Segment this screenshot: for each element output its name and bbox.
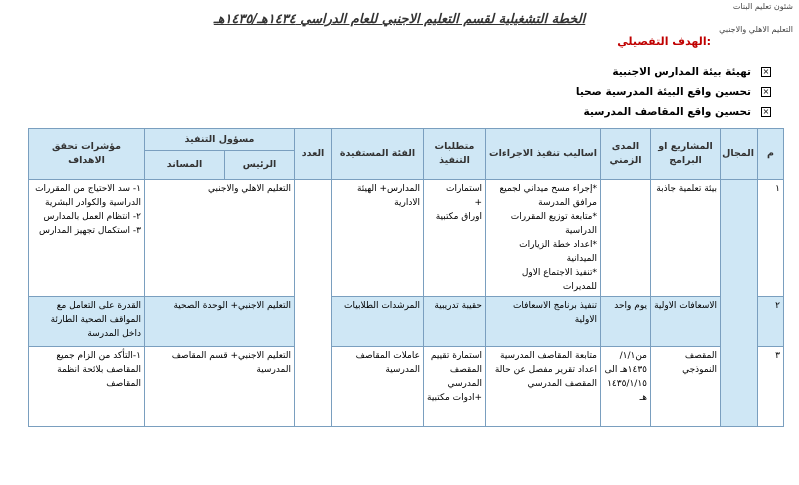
goal-item <box>576 82 771 102</box>
header-num: م <box>758 129 784 180</box>
cell-requirements: استمارات + اوراق مكتبية <box>424 180 486 297</box>
goal-item <box>576 102 771 122</box>
cell-head-resp: التعليم الاجنبي+ الوحدة الصحية <box>145 297 295 347</box>
cell-indicators: ١- سد الاحتياج من المقررات الدراسية والكوادر البشرية ٢- انتظام العمل بالمدارس ٣- استكمال تجهيز المدارس <box>29 180 145 297</box>
table-row <box>29 347 784 427</box>
cell-duration: يوم واحد <box>601 297 651 347</box>
cell-requirements: استمارة تقييم المقصف المدرسي +ادوات مكتبية <box>424 347 486 427</box>
cell-num: ٢ <box>758 297 784 347</box>
cell-methods: متابعة المقاصف المدرسية اعداد تقرير مفصل عن حالة المقصف المدرسي <box>486 347 601 427</box>
header-methods: اساليب تنفيذ الاجراءات <box>486 129 601 180</box>
table-row <box>29 180 784 297</box>
table-row <box>29 297 784 347</box>
cell-requirements: حقيبة تدريبية <box>424 297 486 347</box>
cell-project: الاسعافات الاولية <box>651 297 721 347</box>
goal-item <box>576 62 771 82</box>
header-responsible: مسؤول التنفيذ <box>145 129 295 151</box>
goal-label: تهيئة بيئة المدارس الاجنبية <box>612 66 751 78</box>
goals-list <box>576 62 771 122</box>
goal-label: تحسين واقع المقاصف المدرسية <box>583 106 751 118</box>
cell-num: ١ <box>758 180 784 297</box>
cell-duration <box>601 180 651 297</box>
header-head: الرئيس <box>225 151 295 180</box>
checkbox-icon: × <box>762 107 770 116</box>
header-domain: المجال <box>721 129 758 180</box>
header-indicators: مؤشرات تحقق الاهداف <box>29 129 145 180</box>
plan-table <box>28 128 784 427</box>
page-title: الخطة التشغيلية لقسم التعليم الاجنبي للعام الدراسي ١٤٣٤هـ/١٤٣٥هـ <box>213 12 586 27</box>
cell-project: المقصف النموذجي <box>651 347 721 427</box>
cell-indicators: القدرة على التعامل مع المواقف الصحية الطارئة داخل المدرسة <box>29 297 145 347</box>
cell-count <box>295 180 332 427</box>
cell-target: المدارس+ الهيئة الادارية <box>332 180 424 297</box>
header-target: الفئة المستفيدة <box>332 129 424 180</box>
header-count: العدد <box>295 129 332 180</box>
org-line-1: شئون تعليم البنات <box>732 2 793 11</box>
cell-domain <box>721 180 758 427</box>
header-assistant: المساند <box>145 151 225 180</box>
cell-target: المرشدات الطلابيات <box>332 297 424 347</box>
cell-head-resp: التعليم الاجنبي+ قسم المقاصف المدرسية <box>145 347 295 427</box>
checkbox-icon: × <box>762 87 770 96</box>
cell-duration: من١/١/ ١٤٣٥هـ الى ١٤٣٥/١/١٥ هـ <box>601 347 651 427</box>
cell-target: عاملات المقاصف المدرسية <box>332 347 424 427</box>
cell-indicators: ١-التأكد من الزام جميع المقاصف بلائحة انظمة المقاصف <box>29 347 145 427</box>
cell-num: ٣ <box>758 347 784 427</box>
cell-methods: تنفيذ برنامج الاسعافات الاولية <box>486 297 601 347</box>
header-projects: المشاريع او البرامج <box>651 129 721 180</box>
header-duration: المدى الزمني <box>601 129 651 180</box>
checkbox-icon: × <box>762 67 770 76</box>
cell-project: بيئة تعلمية جاذبة <box>651 180 721 297</box>
cell-methods: *إجراء مسح ميداني لجميع مرافق المدرسة *متابعة توزيع المقررات الدراسية *اعداد خطة الزيارات الميدانية *تنفيذ الاجتماع الاول للمديرات <box>486 180 601 297</box>
header-requirements: متطلبات التنفيذ <box>424 129 486 180</box>
goal-heading: الهدف التفصيلي: <box>617 35 711 48</box>
cell-head-resp: التعليم الاهلي والاجنبي <box>145 180 295 297</box>
goal-label: تحسين واقع البيئة المدرسية صحيا <box>575 86 751 98</box>
org-line-2: التعليم الاهلي والاجنبي <box>719 25 793 34</box>
